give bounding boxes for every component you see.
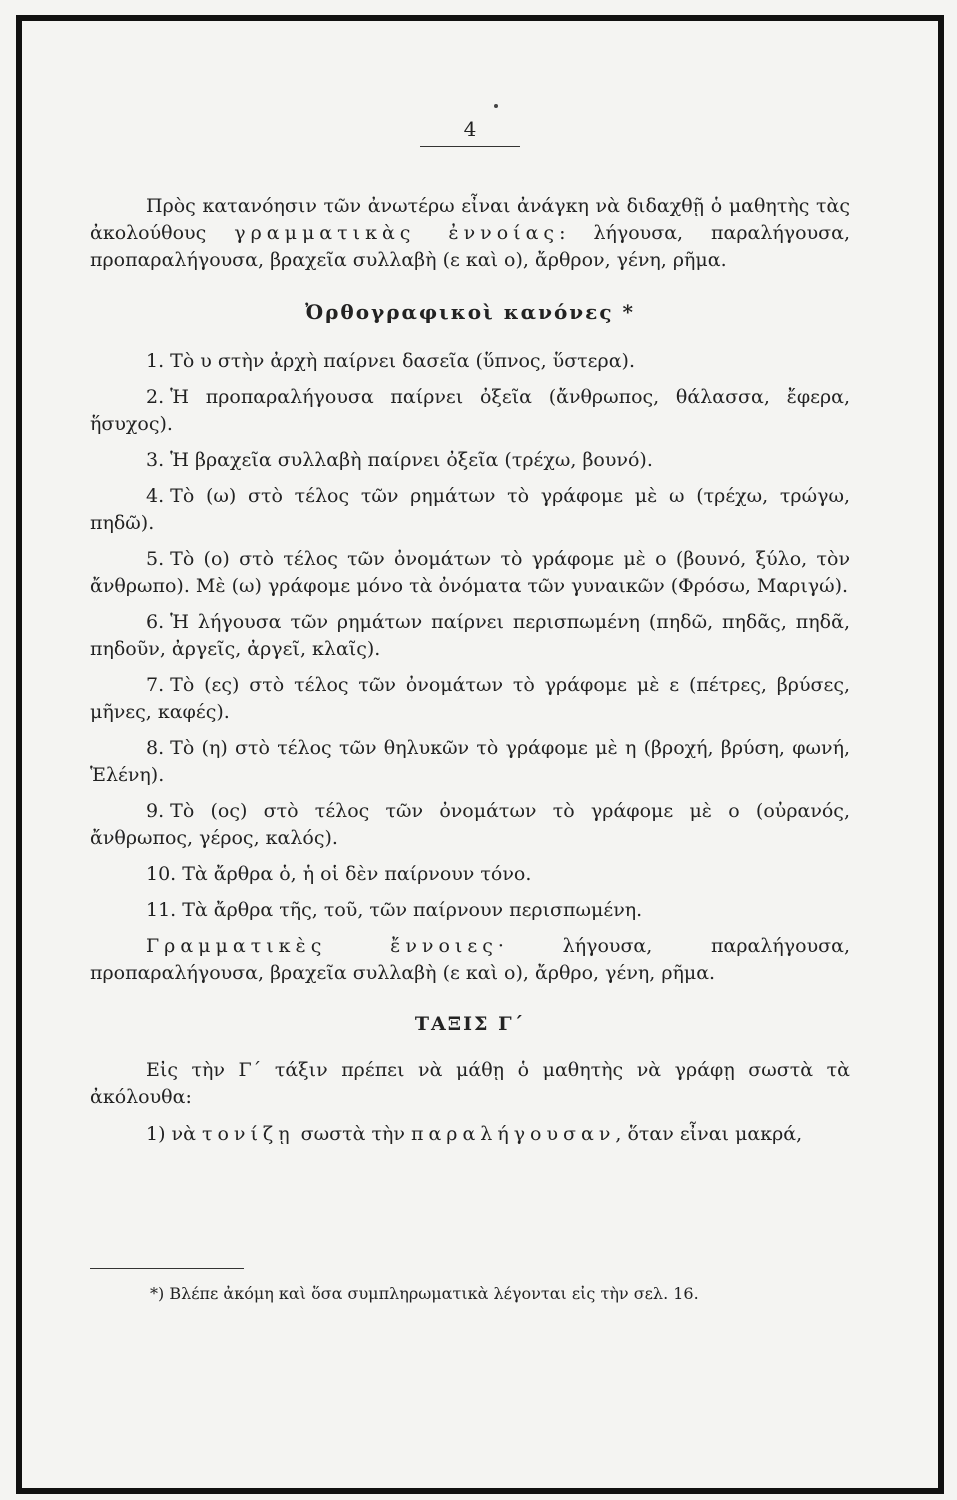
rule-9 (90, 798, 850, 852)
item-spaced-1: τονίζῃ (201, 1123, 295, 1145)
rule-text: Τὰ ἄρθρα τῆς, τοῦ, τῶν παίρνουν περισπωμένη. (182, 899, 643, 921)
rule-number: 2. (146, 386, 165, 408)
rule-6 (90, 609, 850, 663)
rule-3 (90, 447, 850, 474)
class-intro: Εἰς τὴν Γ΄ τάξιν πρέπει νὰ μάθῃ ὁ μαθητὴς νὰ γράφῃ σωστὰ τὰ ἀκόλουθα: (90, 1059, 850, 1108)
intro-part2: : λήγουσα, παραλήγουσα, προπαραλήγουσα, βραχεῖα συλλαβὴ (ε καὶ ο), ἄρθρον, γένη, ρῆμα. (90, 222, 850, 271)
rule-10 (90, 861, 850, 888)
item-suffix: , ὅταν εἶναι μακρά, (615, 1123, 803, 1145)
intro-part1: Πρὸς κατανόησιν τῶν ἀνωτέρω εἶναι ἀνάγκη νὰ διδαχθῇ ὁ μαθητὴς τὰς ἀκολούθους (90, 195, 850, 244)
rule-text: Τὸ (ος) στὸ τέλος τῶν ὀνομάτων τὸ γράφομε μὲ ο (οὐρανός, ἄνθρωπος, γέρος, καλός). (90, 800, 850, 849)
rules-list (90, 348, 850, 924)
rule-8 (90, 735, 850, 789)
grammar-text: · λήγουσα, παραλήγουσα, προπαραλήγουσα, βραχεῖα συλλαβὴ (ε καὶ ο), ἄρθρο, γένη, ρῆμα. (90, 935, 850, 984)
rule-number: 1. (146, 350, 165, 372)
rule-number: 11. (146, 899, 177, 921)
rules-heading: Ὀρθογραφικοὶ κανόνες * (305, 300, 635, 324)
rule-7 (90, 672, 850, 726)
rule-text: Ἡ προπαραλήγουσα παίρνει ὀξεῖα (ἄνθρωπος, θάλασσα, ἔφερα, ἥσυχος). (90, 386, 850, 435)
rule-4 (90, 483, 850, 537)
rule-2 (90, 384, 850, 438)
rule-number: 6. (146, 611, 165, 633)
rule-text: Τὸ (ες) στὸ τέλος τῶν ὀνομάτων τὸ γράφομε μὲ ε (πέτρες, βρύσες, μῆνες, καφές). (90, 674, 850, 723)
page-number: 4 (463, 117, 477, 141)
page-number-rule (420, 146, 520, 147)
class-heading: ΤΑΞΙΣ Γ΄ (414, 1013, 526, 1035)
rule-11 (90, 897, 850, 924)
page-content (90, 118, 850, 1158)
rule-number: 10. (146, 863, 177, 885)
rule-number: 9. (146, 800, 165, 822)
rule-text: Τὰ ἄρθρα ὁ, ἡ οἱ δὲν παίρνουν τόνο. (182, 863, 532, 885)
item-middle: σωστὰ τὴν (294, 1123, 411, 1145)
rule-text: Ἡ βραχεῖα συλλαβὴ παίρνει ὀξεῖα (τρέχω, βουνό). (170, 449, 653, 471)
rule-1 (90, 348, 850, 375)
rule-number: 7. (146, 674, 165, 696)
footnote-rule (90, 1268, 244, 1269)
class-item-1 (90, 1121, 850, 1148)
rule-text: Τὸ (ω) στὸ τέλος τῶν ρημάτων τὸ γράφομε μὲ ω (τρέχω, τρώγω, πηδῶ). (90, 485, 850, 534)
rule-number: 4. (146, 485, 165, 507)
footnote: *) Βλέπε ἀκόμη καὶ ὅσα συμπληρωματικὰ λέγονται εἰς τὴν σελ. 16. (150, 1284, 699, 1303)
intro-spaced-terms: γραμματικὰς ἐννοίας (234, 222, 560, 244)
grammar-concepts (90, 933, 850, 987)
grammar-spaced-label: Γραμματικὲς ἔννοιες (146, 935, 498, 957)
rule-number: 3. (146, 449, 165, 471)
item-spaced-2: παραλήγουσαν (410, 1123, 616, 1145)
item-prefix: 1) νὰ (146, 1123, 202, 1145)
rule-number: 8. (146, 737, 165, 759)
rule-text: Τὸ (ο) στὸ τέλος τῶν ὀνομάτων τὸ γράφομε μὲ ο (βουνό, ξύλο, τὸν ἄνθρωπο). Μὲ (ω) γράφομε μόνο τὰ ὀνόματα τῶν γυναικῶν (Φρόσω, Μαριγώ). (90, 548, 850, 597)
intro-paragraph (90, 193, 850, 274)
rule-5 (90, 546, 850, 600)
rule-text: Τὸ υ στὴν ἀρχὴ παίρνει δασεῖα (ὕπνος, ὕστερα). (170, 350, 635, 372)
rule-number: 5. (146, 548, 165, 570)
rule-text: Τὸ (η) στὸ τέλος τῶν θηλυκῶν τὸ γράφομε μὲ η (βροχή, βρύση, φωνή, Ἑλένη). (90, 737, 850, 786)
speck-mark (494, 104, 498, 108)
rule-text: Ἡ λήγουσα τῶν ρημάτων παίρνει περισπωμένη (πηδῶ, πηδᾶς, πηδᾶ, πηδοῦν, ἀργεῖς, ἀργεῖ, κλαῖς). (90, 611, 850, 660)
